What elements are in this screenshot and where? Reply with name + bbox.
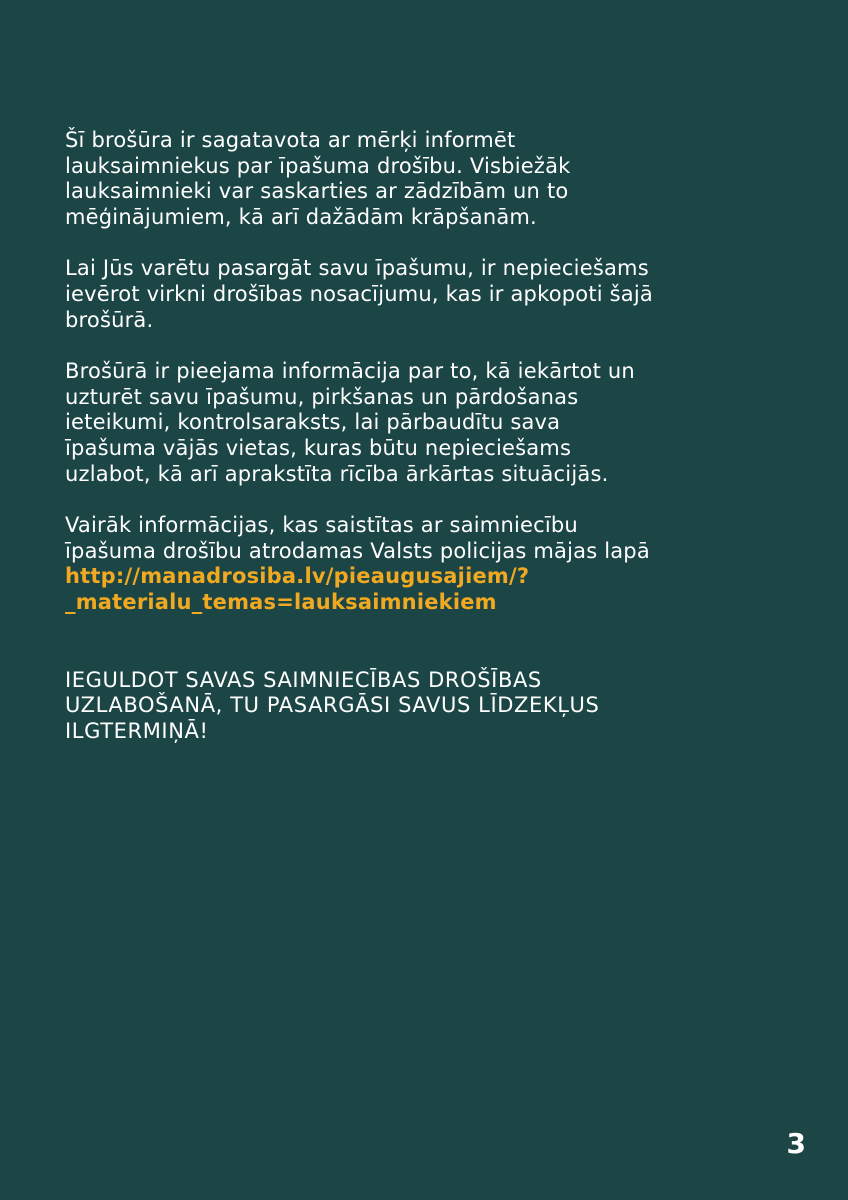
police-website-link-line-2[interactable]: _materialu_temas=lauksaimniekiem [65,589,497,614]
text-line: īpašuma vājās vietas, kuras būtu nepieciešams [65,435,572,460]
text-line: Brošūrā ir pieejama informācija par to, kā iekārtot un [65,359,635,384]
page-number: 3 [786,1127,806,1160]
contents-paragraph [65,359,805,487]
text-line: lauksaimnieki var saskarties ar zādzībām un to [65,179,569,204]
text-line: brošūrā. [65,307,154,332]
text-line: Lai Jūs varētu pasargāt savu īpašumu, ir nepieciešams [65,256,649,281]
text-line: Vairāk informācijas, kas saistītas ar saimniecību [65,513,578,538]
slogan-line: IEGULDOT SAVAS SAIMNIECĪBAS DROŠĪBAS [65,667,542,692]
slogan-line: UZLABOŠANĀ, TU PASARGĀSI SAVUS LĪDZEKĻUS [65,693,600,718]
text-line: ievērot virkni drošības nosacījumu, kas ir apkopoti šajā [65,281,653,306]
slogan-line: ILGTERMIŅĀ! [65,718,209,743]
page-content [65,128,805,770]
text-line: Šī brošūra ir sagatavota ar mērķi informēt [65,128,516,152]
text-line: mēģinājumiem, kā arī dažādām krāpšanām. [65,204,537,229]
protection-paragraph [65,256,805,333]
text-line: īpašuma drošību atrodamas Valsts policijas mājas lapā [65,538,650,563]
police-website-link-line-1[interactable]: http://manadrosiba.lv/pieaugusajiem/? [65,564,530,589]
text-line: uzturēt savu īpašumu, pirkšanas un pārdošanas [65,384,579,409]
more-info-paragraph [65,513,805,615]
text-line: uzlabot, kā arī aprakstīta rīcība ārkārtas situācijās. [65,461,609,486]
intro-paragraph [65,128,805,230]
slogan [65,668,805,745]
text-line: lauksaimniekus par īpašuma drošību. Visbiežāk [65,153,571,178]
text-line: ieteikumi, kontrolsaraksts, lai pārbaudītu sava [65,410,561,435]
